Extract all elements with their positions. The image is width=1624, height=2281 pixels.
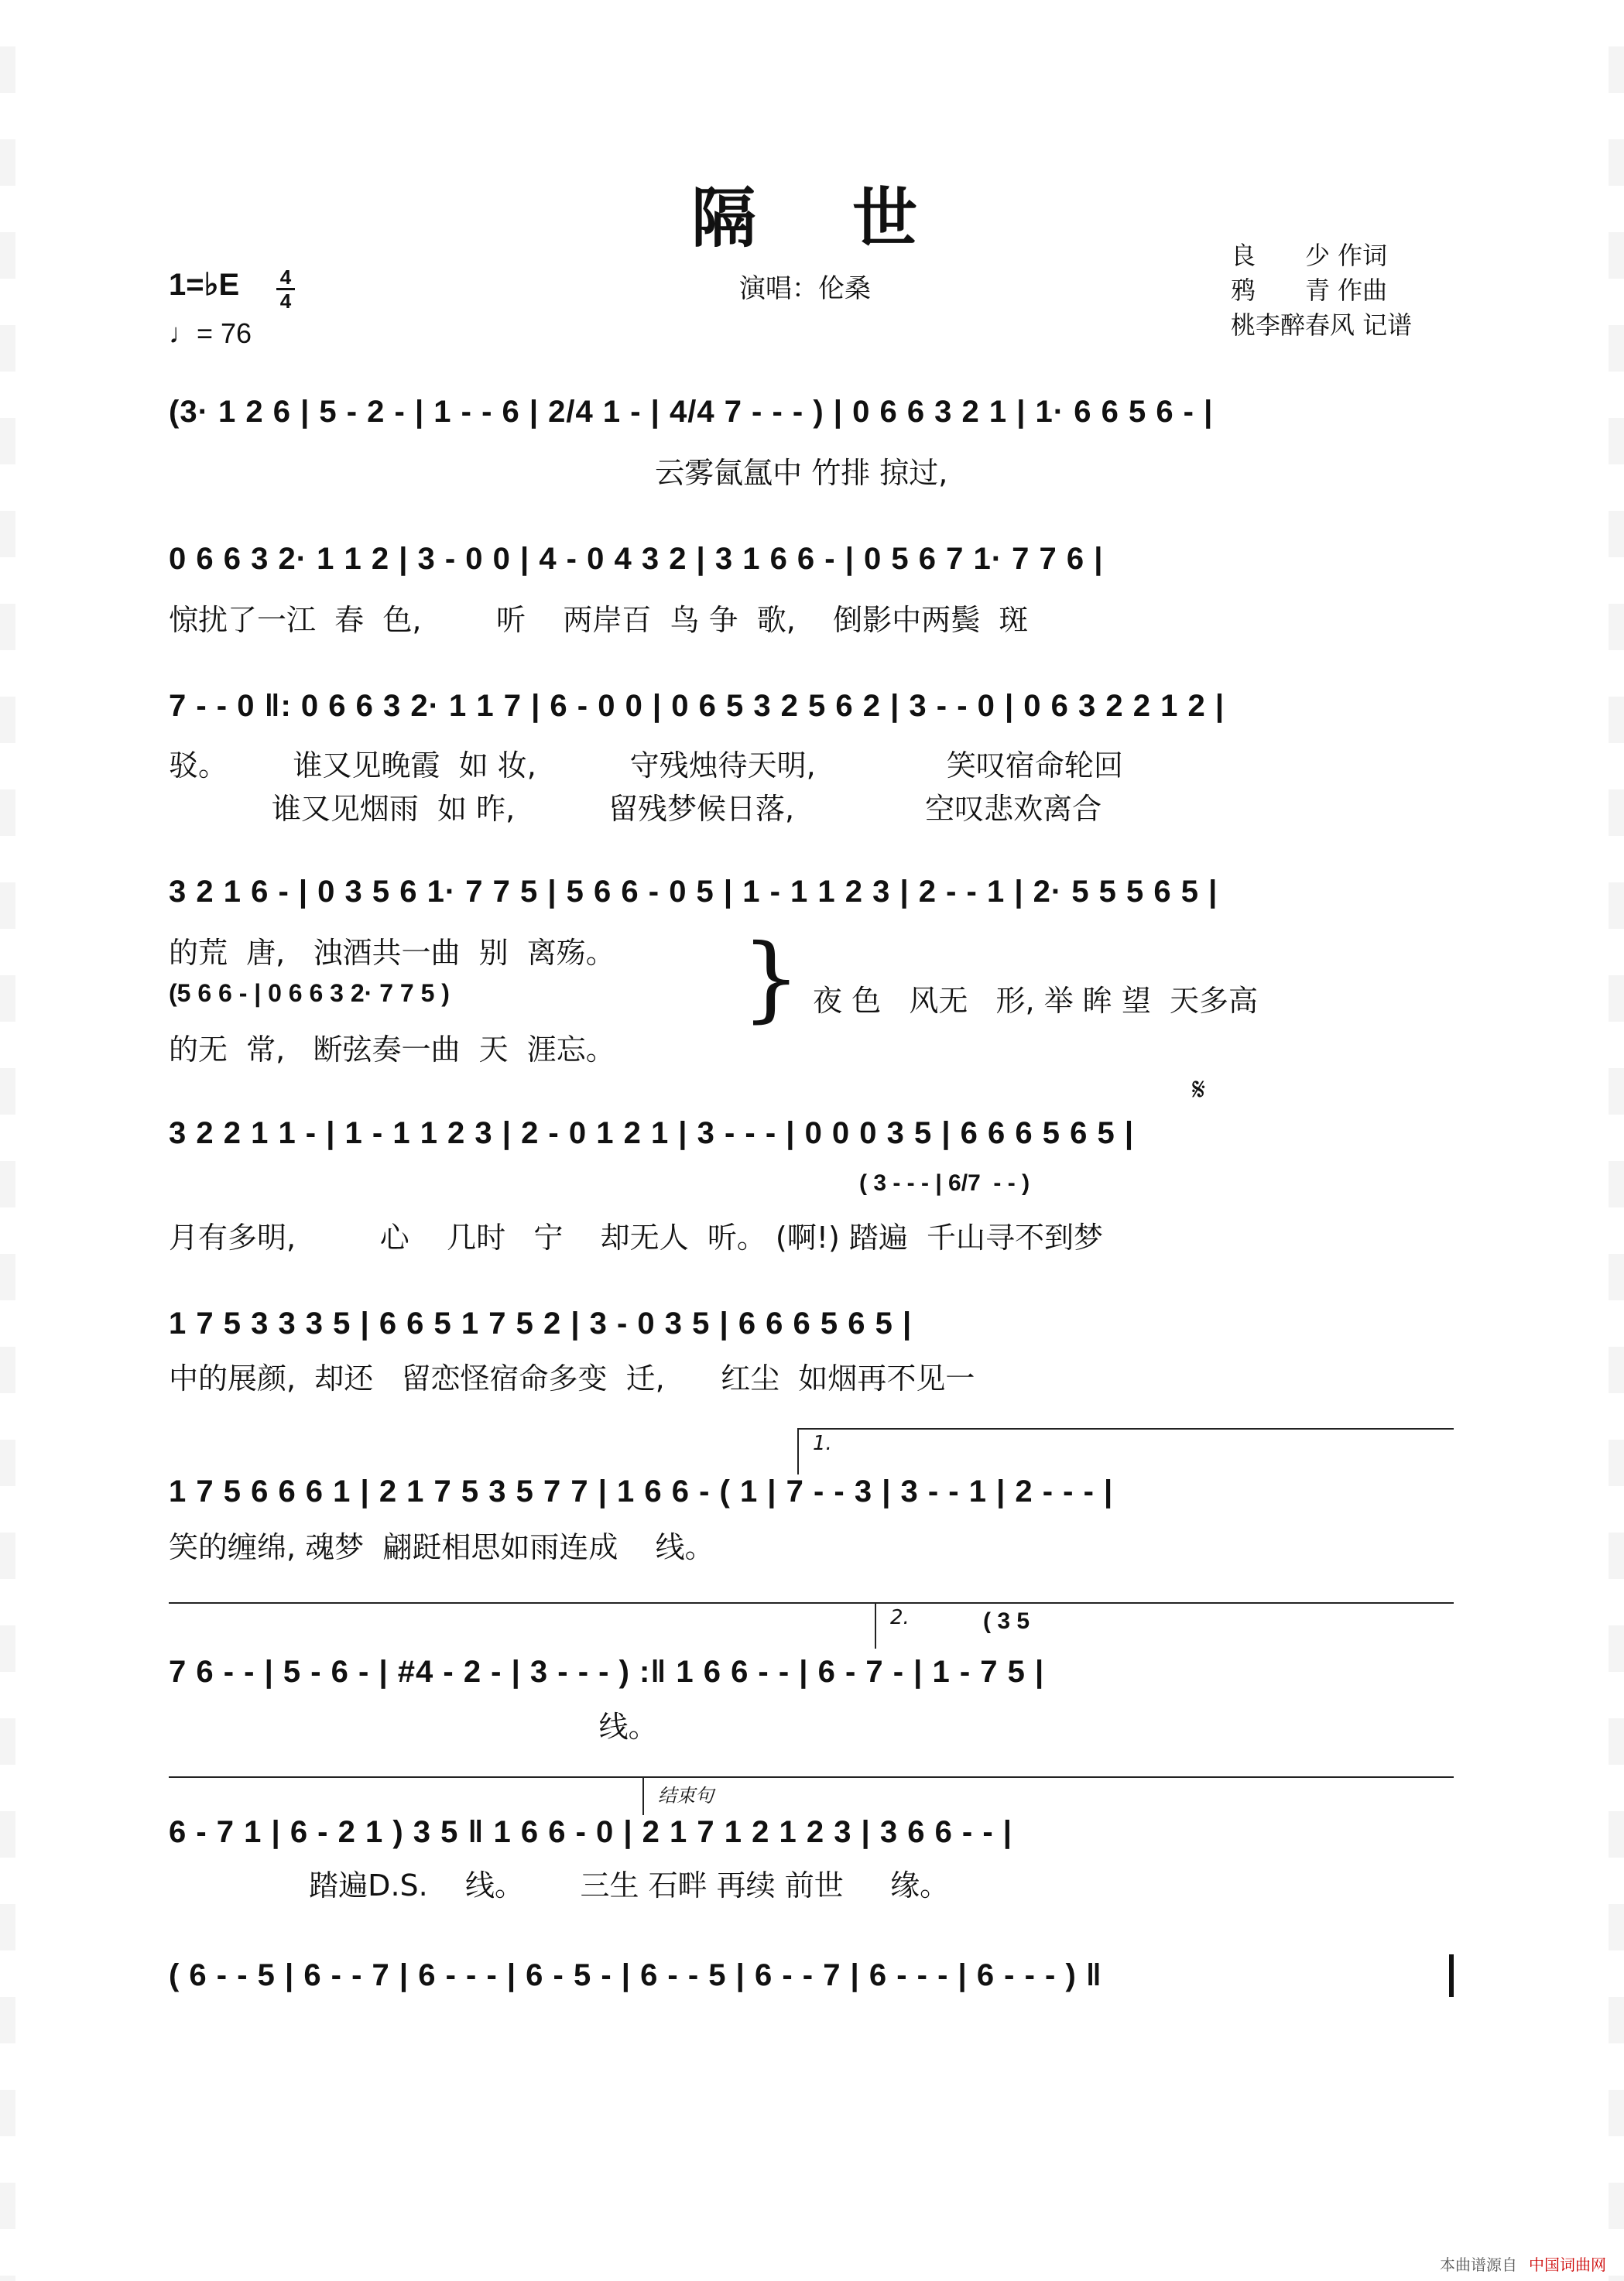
volta-1-bracket-left [797, 1428, 799, 1474]
footer-source-label: 本曲谱源自 [1440, 2255, 1517, 2274]
coda-bracket-left [642, 1776, 644, 1815]
volta-1-bracket [797, 1428, 1454, 1430]
score-line-6-lyric: 中的展颜, 却还 留恋怪宿命多变 迁, 红尘 如烟再不见一 [169, 1361, 975, 1396]
score-line-8-notes: 7 6 - - | 5 - 6 - | #4 - 2 - | 3 - - - ) :‖ 1 6 6 - - | 6 - 7 - | 1 - 7 5 | [169, 1655, 1045, 1689]
volta-1-label: 1. [813, 1432, 832, 1455]
score-line-2-lyric: 惊扰了一江 春 色, 听 两岸百 鸟 争 歌, 倒影中两鬓 斑 [169, 603, 1029, 637]
footer-site-name: 中国词曲网 [1529, 2255, 1606, 2274]
segno-sign: 𝄋 [1192, 1072, 1206, 1108]
score-line-9-notes: 6 - 7 1 | 6 - 2 1 ) 3 5 ‖ 1 6 6 - 0 | 2 1 7 1 2 1 2 3 | 3 6 6 - - | [169, 1815, 1012, 1849]
composer-credit: 鸦 青 作曲 [1231, 276, 1388, 305]
score-line-4-shared-lyric: 夜 色 风无 形, 举 眸 望 天多高 [813, 984, 1259, 1018]
score-line-6-notes: 1 7 5 3 3 3 5 | 6 6 5 1 7 5 2 | 3 - 0 3 5 | 6 6 6 5 6 5 | [169, 1307, 913, 1341]
ending-label: 结束句 [658, 1785, 714, 1807]
score-line-8-lyric: 线。 [169, 1710, 658, 1744]
score-line-4-lyric-verse-1: 的荒 唐, 浊酒共一曲 别 离殇。 [169, 936, 615, 970]
lyricist-credit: 良 少 作词 [1231, 241, 1388, 270]
tempo-marking: ♩= 76 [169, 317, 252, 349]
score-line-3-lyric-verse-2: 谁又见烟雨 如 昨, 留残梦候日落, 空叹悲欢离合 [169, 792, 1102, 826]
score-line-1-notes: (3· 1 2 6 | 5 - 2 - | 1 - - 6 | 2/4 1 - | 4/4 7 - - - ) | 0 6 6 3 2 1 | 1· 6 6 5 6 - | [169, 395, 1214, 429]
key-signature: 1=♭E [169, 268, 240, 302]
volta-2-label: 2. [890, 1606, 910, 1629]
final-barline [1449, 1954, 1454, 1997]
score-line-7-lyric: 笑的缠绵, 魂梦 翩跹相思如雨连成 线。 [169, 1530, 714, 1564]
song-title: 隔 世 [690, 180, 933, 256]
score-line-4-notes: 3 2 1 6 - | 0 3 5 6 1· 7 7 5 | 5 6 6 - 0 5 | 1 - 1 1 2 3 | 2 - - 1 | 2· 5 5 5 6 5 | [169, 875, 1218, 909]
time-signature-bottom: 4 [279, 289, 292, 313]
singer-credit: 演唱：伦桑 [739, 273, 871, 304]
score-line-5-lyric: 月有多明, 心 几时 宁 却无人 听。 (啊!) 踏遍 千山寻不到梦 [169, 1221, 1104, 1255]
score-line-2-notes: 0 6 6 3 2· 1 1 2 | 3 - 0 0 | 4 - 0 4 3 2 | 3 1 6 6 - | 0 5 6 7 1· 7 7 6 | [169, 542, 1104, 576]
score-line-3-lyric-verse-1: 驳。 谁又见晚霞 如 妆, 守残烛待天明, 笑叹宿命轮回 [169, 748, 1123, 783]
right-watermark-strip [1609, 0, 1624, 2281]
score-line-4-alt-notes: (5 6 6 - | 0 6 6 3 2· 7 7 5 ) [169, 979, 450, 1007]
score-line-5-notes: 3 2 2 1 1 - | 1 - 1 1 2 3 | 2 - 0 1 2 1 | 3 - - - | 0 0 0 3 5 | 6 6 6 5 6 5 | [169, 1116, 1135, 1150]
score-line-4-lyric-verse-2: 的无 常, 断弦奏一曲 天 涯忘。 [169, 1033, 615, 1067]
score-line-3-notes: 7 - - 0 ‖: 0 6 6 3 2· 1 1 7 | 6 - 0 0 | 0 6 5 3 2 5 6 2 | 3 - - 0 | 0 6 3 2 2 1 2 | [169, 689, 1225, 723]
volta-2-bracket-left [875, 1602, 876, 1649]
time-signature-top: 4 [279, 265, 292, 289]
score-line-8-pickup-notes: ( 3 5 [983, 1608, 1030, 1634]
score-line-9-lyric: 踏遍D.S. 线。 三生 石畔 再续 前世 缘。 [169, 1868, 950, 1903]
score-line-5-alt-notes: ( 3 - - - | 6/7 - - ) [859, 1170, 1030, 1196]
verse-brace: } [742, 925, 801, 1033]
time-signature [275, 267, 296, 311]
score-line-7-notes: 1 7 5 6 6 6 1 | 2 1 7 5 3 5 7 7 | 1 6 6 - ( 1 | 7 - - 3 | 3 - - 1 | 2 - - - | [169, 1474, 1114, 1509]
left-watermark-strip [0, 0, 15, 2281]
score-line-1-lyric: 云雾氤氲中 竹排 掠过, [169, 456, 948, 490]
transcriber-credit: 桃李醉春风 记谱 [1231, 310, 1413, 340]
score-line-10-notes: ( 6 - - 5 | 6 - - 7 | 6 - - - | 6 - 5 - | 6 - - 5 | 6 - - 7 | 6 - - - | 6 - - - ) ‖ [169, 1958, 1102, 1992]
system-9-top-rule [169, 1776, 1454, 1778]
system-8-top-rule [169, 1602, 1454, 1604]
